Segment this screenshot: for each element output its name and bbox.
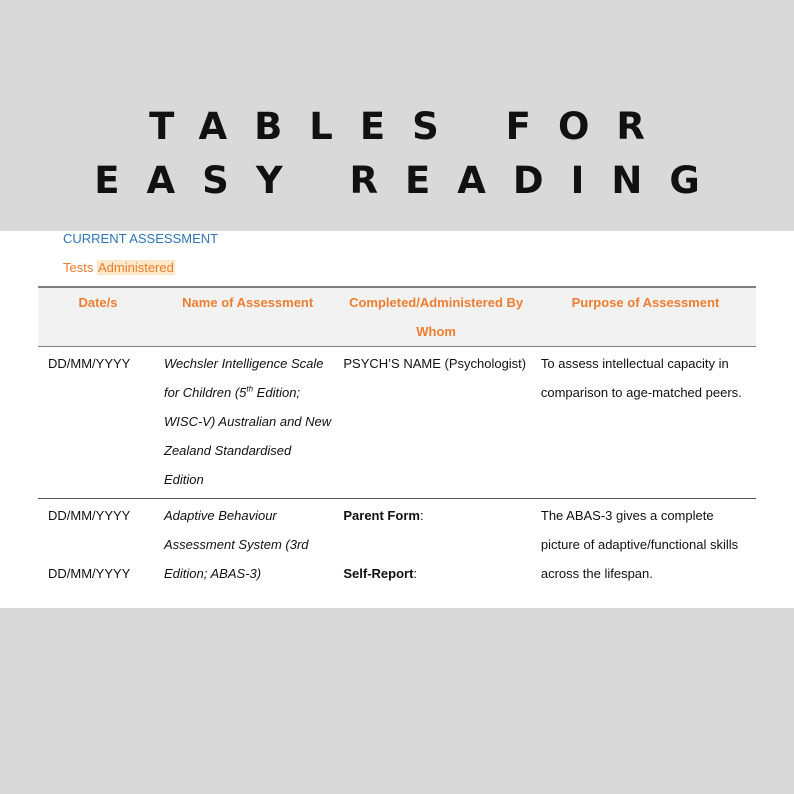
section-title: CURRENT ASSESSMENT [63, 231, 219, 246]
row-purpose: To assess intellectual capacity in comparison to age-matched peers. [535, 347, 756, 499]
header-name: Name of Assessment [158, 287, 337, 347]
subsection-title-part1: Tests [63, 260, 97, 275]
row-assessment-name [158, 347, 337, 499]
assessment-name-superscript: th [246, 384, 254, 394]
headline-line-2: EASY READING [94, 159, 727, 202]
banner [0, 0, 794, 231]
assessment-name-part2: Edition; WISC-V) Australian and New Zealand Standardised Edition [164, 385, 332, 487]
table-header-row [38, 287, 756, 347]
headline-line-1: TABLES FOR [149, 105, 672, 148]
table-row [38, 347, 756, 499]
document-excerpt [0, 231, 794, 608]
row-by-whom: PSYCH’S NAME (Psychologist) [337, 347, 535, 499]
row-date-1: DD/MM/YYYY [48, 508, 131, 523]
header-by-whom: Completed/Administered By Whom [337, 287, 535, 347]
row-assessment-name: Adaptive Behaviour Assessment System (3rd Edition; ABAS-3) [164, 508, 309, 581]
subsection-title-highlight: Administered [97, 260, 174, 275]
row-by-whom [337, 499, 535, 591]
header-purpose: Purpose of Assessment [535, 287, 756, 347]
row-date-2: DD/MM/YYYY [48, 566, 131, 581]
assessment-table [38, 286, 756, 590]
row-dates [38, 499, 158, 591]
row-date: DD/MM/YYYY [38, 347, 158, 499]
table-row [38, 499, 756, 591]
header-date: Date/s [38, 287, 158, 347]
subsection-title [63, 259, 175, 277]
self-report-colon: : [413, 566, 418, 581]
self-report-label: Self-Report [343, 566, 414, 581]
parent-form-label: Parent Form [343, 508, 420, 523]
row-purpose: The ABAS-3 gives a complete picture of adaptive/functional skills across the lifespan. [540, 508, 739, 581]
assessment-name-part1: Wechsler Intelligence Scale for Children (5 [164, 356, 324, 400]
parent-form-colon: : [419, 508, 424, 523]
